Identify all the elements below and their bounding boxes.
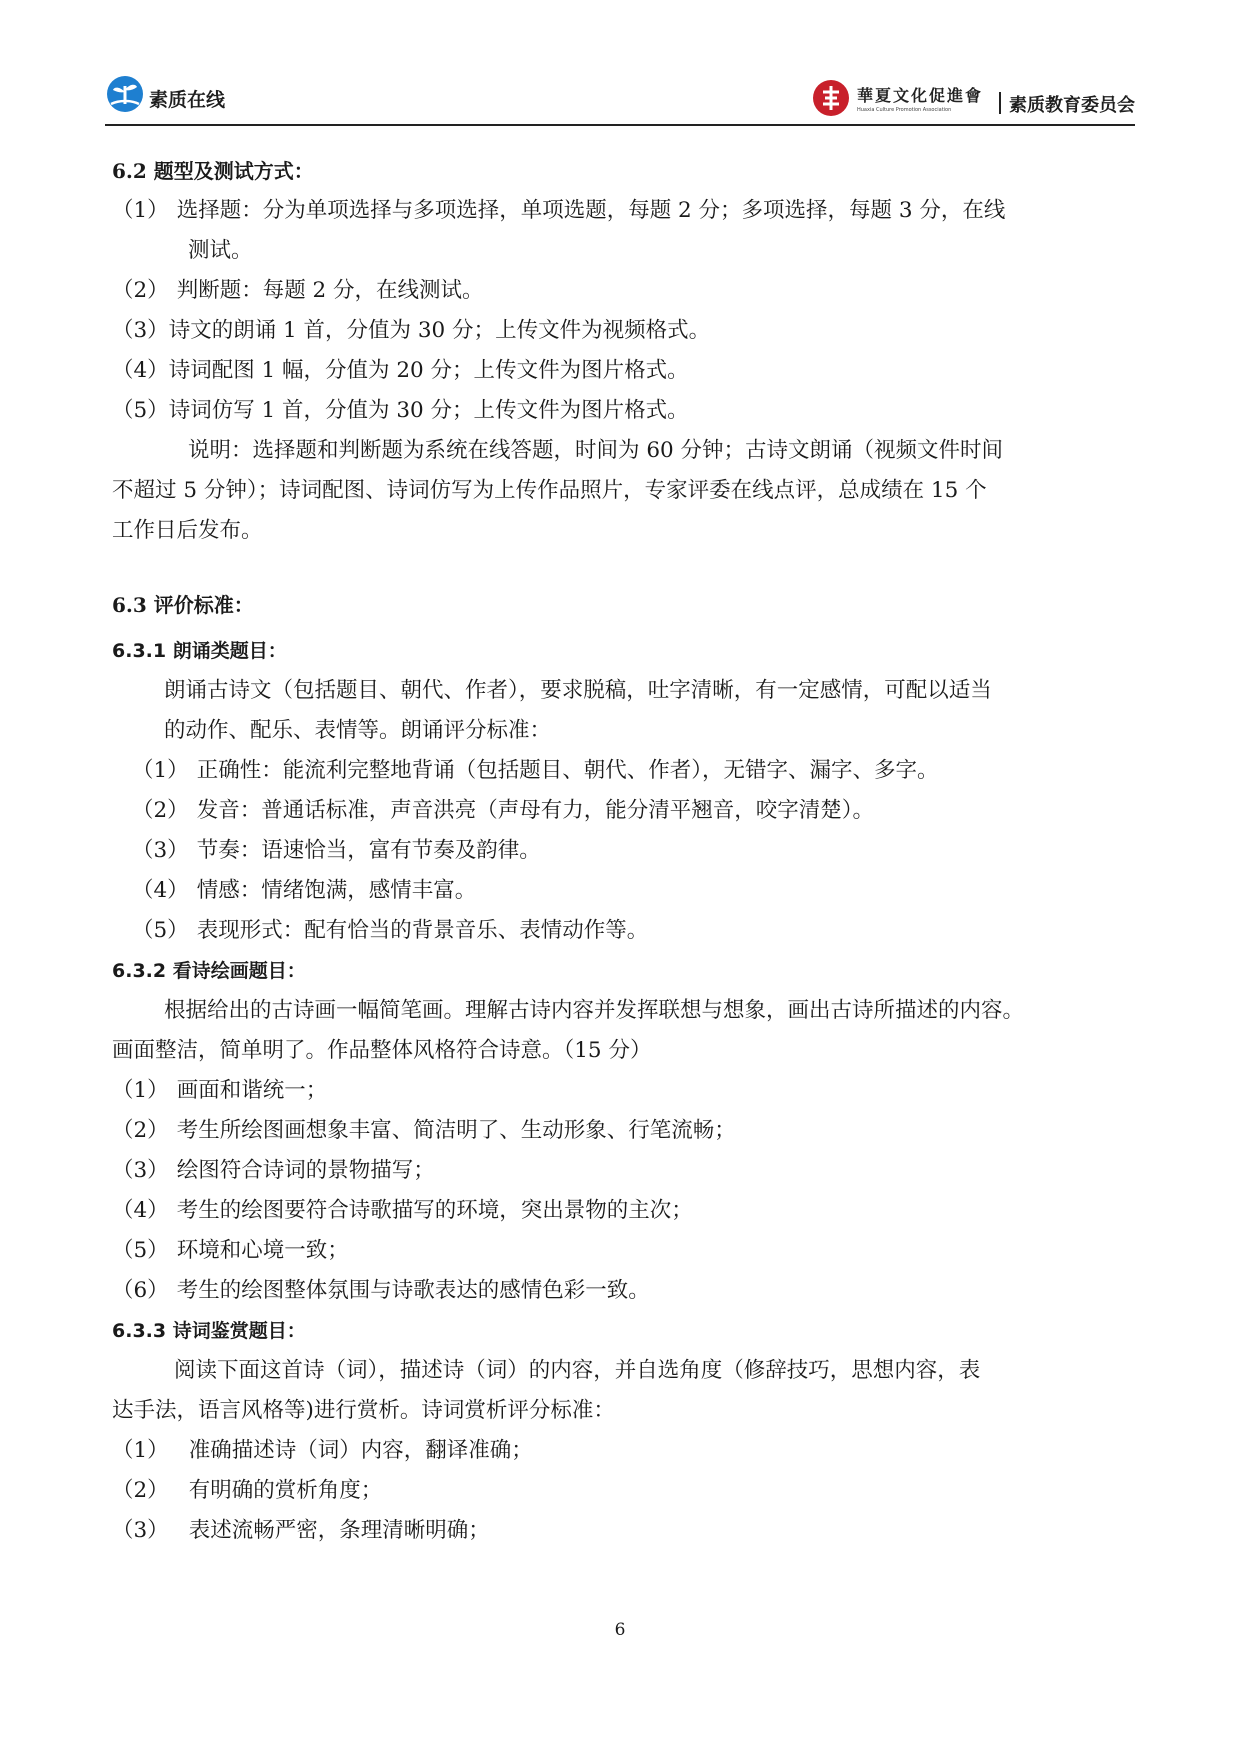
heading-6-3-2: 6.3.2 看诗绘画题目： <box>112 960 306 982</box>
list-item-number: （1） <box>132 758 189 783</box>
heading-6-3-3: 6.3.3 诗词鉴赏题目： <box>112 1320 306 1342</box>
list-item-text: 考生所绘图画想象丰富、简洁明了、生动形象、行笔流畅； <box>176 1118 736 1143</box>
intro-line: 达手法，语言风格等)进行赏析。诗词赏析评分标准： <box>112 1398 615 1423</box>
right-logo <box>811 78 1135 118</box>
list-item <box>112 196 1005 226</box>
list-item-number: （5） <box>112 1238 169 1263</box>
list-item-number: （5） <box>132 918 189 943</box>
list-item-text: 考生的绘图整体氛围与诗歌表达的感情色彩一致。 <box>176 1278 650 1303</box>
list-item-text: 表述流畅严密，条理清晰明确； <box>188 1518 490 1543</box>
list-item <box>112 316 710 346</box>
intro-line: 的动作、配乐、表情等。朗诵评分标准： <box>164 718 552 743</box>
list-item <box>132 876 476 906</box>
list-item <box>112 1236 349 1266</box>
intro-line: 画面整洁，简单明了。作品整体风格符合诗意。（15 分） <box>112 1038 652 1063</box>
list-item-text: 节奏：语速恰当，富有节奏及韵律。 <box>196 838 541 863</box>
note-line-1: 说明：选择题和判断题为系统在线答题，时间为 60 分钟；古诗文朗诵（视频文件时间 <box>188 438 1004 463</box>
list-item-number: （2） <box>112 1118 169 1143</box>
list-item-number: （2） <box>132 798 189 823</box>
list-item <box>112 1276 650 1306</box>
list-item-text: 表现形式：配有恰当的背景音乐、表情动作等。 <box>196 918 649 943</box>
note-line-3: 工作日后发布。 <box>112 518 263 543</box>
list-item <box>112 1196 693 1226</box>
org-name-en: Huaxia Culture Promotion Association <box>856 107 952 113</box>
list-item-text: 诗文的朗诵 1 首，分值为 30 分；上传文件为视频格式。 <box>168 318 711 343</box>
page-number: 6 <box>614 1620 626 1640</box>
committee-name: 素质教育委员会 <box>1009 95 1135 116</box>
header-divider <box>999 92 1001 114</box>
list-item-number: （6） <box>112 1278 169 1303</box>
list-item <box>132 836 541 866</box>
list-item-number: （4） <box>112 358 169 383</box>
list-item <box>112 1476 382 1506</box>
page-header <box>105 68 1135 126</box>
list-item <box>132 756 938 786</box>
list-item-text: 诗词仿写 1 首，分值为 30 分；上传文件为图片格式。 <box>168 398 689 423</box>
heading-6-2: 6.2 题型及测试方式： <box>112 159 314 183</box>
list-item <box>132 796 874 826</box>
left-logo <box>105 74 225 114</box>
list-item-number: （2） <box>112 1478 169 1503</box>
heading-6-3: 6.3 评价标准： <box>112 593 254 617</box>
list-item-continuation: 测试。 <box>188 238 253 263</box>
intro-line: 朗诵古诗文（包括题目、朝代、作者），要求脱稿，吐字清晰，有一定感情，可配以适当 <box>164 678 992 703</box>
list-item <box>112 276 484 306</box>
list-item-text: 准确描述诗（词）内容，翻译准确； <box>188 1438 533 1463</box>
note-line-2: 不超过 5 分钟）；诗词配图、诗词仿写为上传作品照片，专家评委在线点评，总成绩在 15 个 <box>112 478 987 503</box>
intro-line: 根据给出的古诗画一幅简笔画。理解古诗内容并发挥联想与想象，画出古诗所描述的内容。 <box>164 998 1025 1023</box>
list-item-text: 情感：情绪饱满，感情丰富。 <box>196 878 477 903</box>
list-item-text: 发音：普通话标准，声音洪亮（声母有力，能分清平翘音，咬字清楚）。 <box>196 798 874 823</box>
list-item <box>112 1156 435 1186</box>
list-item-text: 有明确的赏析角度； <box>188 1478 383 1503</box>
list-item-text: 绘图符合诗词的景物描写； <box>176 1158 435 1183</box>
list-item-number: （4） <box>112 1198 169 1223</box>
list-item <box>112 396 689 426</box>
list-item-number: （1） <box>112 1078 169 1103</box>
list-item-number: （3） <box>112 1518 169 1543</box>
list-item-number: （5） <box>112 398 169 423</box>
list-item-number: （1） <box>112 198 169 223</box>
list-item-text: 选择题：分为单项选择与多项选择，单项选题，每题 2 分；多项选择，每题 3 分，在线 <box>176 198 1006 223</box>
sprout-logo-icon <box>105 74 145 114</box>
list-item-number: （3） <box>112 1158 169 1183</box>
list-item-number: （3） <box>112 318 169 343</box>
list-item-text: 诗词配图 1 幅，分值为 20 分；上传文件为图片格式。 <box>168 358 689 383</box>
list-item-text: 正确性：能流利完整地背诵（包括题目、朝代、作者），无错字、漏字、多字。 <box>196 758 939 783</box>
list-item-text: 判断题：每题 2 分，在线测试。 <box>176 278 484 303</box>
list-item <box>132 916 648 946</box>
list-item-text: 画面和谐统一； <box>176 1078 328 1103</box>
list-item-number: （2） <box>112 278 169 303</box>
list-item-number: （4） <box>132 878 189 903</box>
list-item-text: 环境和心境一致； <box>176 1238 349 1263</box>
list-item-text: 考生的绘图要符合诗歌描写的环境，突出景物的主次； <box>176 1198 693 1223</box>
left-logo-name: 素质在线 <box>149 88 226 111</box>
list-item <box>112 356 689 386</box>
intro-line: 阅读下面这首诗（词），描述诗（词）的内容，并自选角度（修辞技巧，思想内容，表 <box>174 1358 981 1383</box>
list-item <box>112 1076 327 1106</box>
list-item-number: （1） <box>112 1438 169 1463</box>
org-name <box>857 83 983 113</box>
list-item <box>112 1116 736 1146</box>
heading-6-3-1: 6.3.1 朗诵类题目： <box>112 640 287 662</box>
seal-logo-icon <box>811 78 851 118</box>
list-item <box>112 1436 533 1466</box>
list-item-number: （3） <box>132 838 189 863</box>
list-item <box>112 1516 490 1546</box>
org-name-cn: 華夏文化促進會 <box>856 86 983 105</box>
